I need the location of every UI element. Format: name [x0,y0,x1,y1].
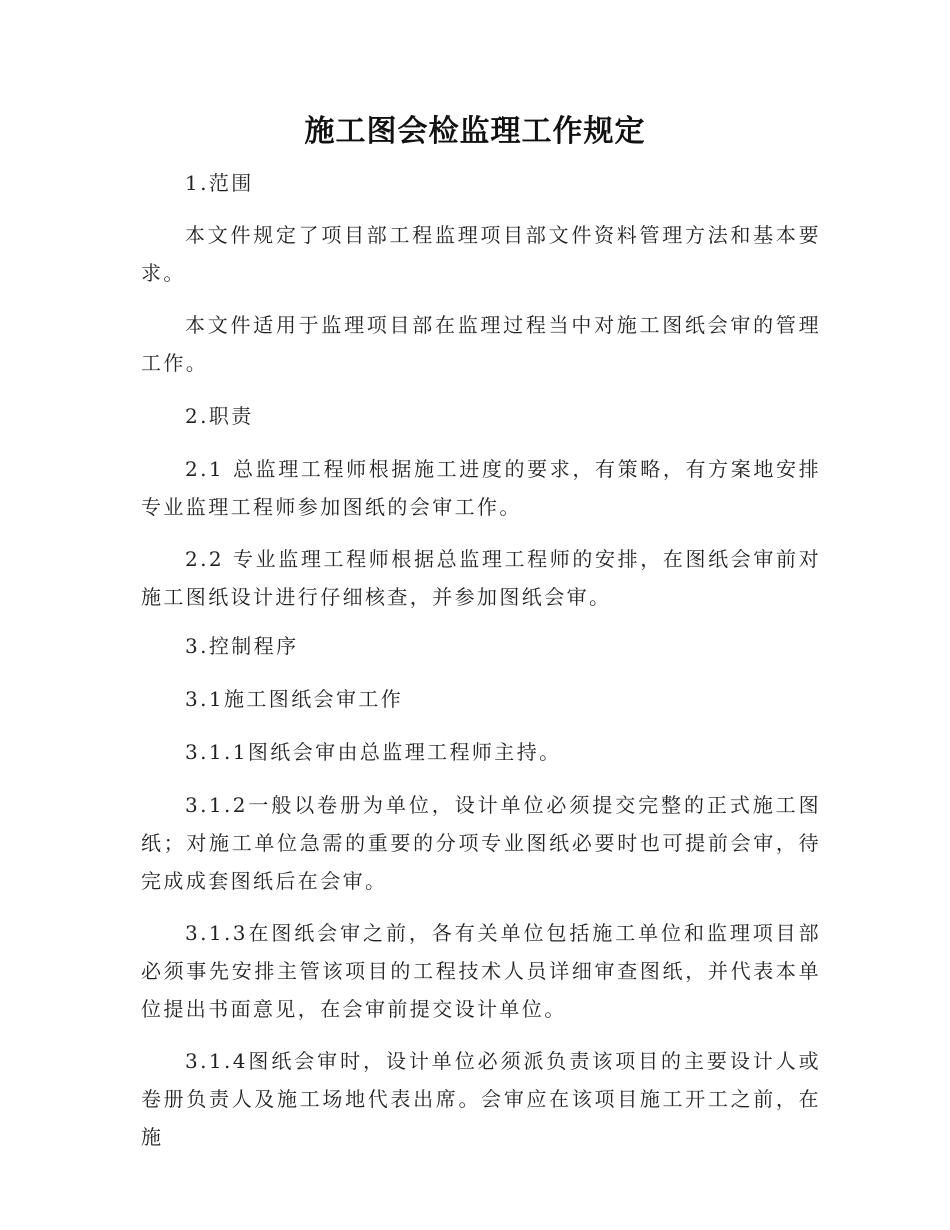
paragraph-scope-1: 本文件规定了项目部工程监理项目部文件资料管理方法和基本要求。 [141,223,821,285]
section-heading-scope: 1.范围 [185,171,254,195]
document-title: 施工图会检监理工作规定 [304,114,646,149]
section-heading-duties: 2.职责 [185,404,254,428]
paragraph-duty-2-1: 2.1 总监理工程师根据施工进度的要求，有策略，有方案地安排专业监理工程师参加图纸的会审工作。 [141,457,821,519]
clause-3-1-2: 3.1.2一般以卷册为单位，设计单位必须提交完整的正式施工图纸；对施工单位急需的重要的分项专业图纸必要时也可提前会审，待完成成套图纸后在会审。 [141,793,821,893]
clause-3-1-3: 3.1.3在图纸会审之前，各有关单位包括施工单位和监理项目部必须事先安排主管该项目的工程技术人员详细审查图纸，并代表本单位提出书面意见，在会审前提交设计单位。 [141,921,821,1021]
clause-3-1-1: 3.1.1图纸会审由总监理工程师主持。 [185,740,562,764]
paragraph-scope-2: 本文件适用于监理项目部在监理过程当中对施工图纸会审的管理工作。 [141,313,821,375]
subsection-heading-3-1: 3.1施工图纸会审工作 [185,687,404,711]
clause-3-1-4: 3.1.4图纸会审时，设计单位必须派负责该项目的主要设计人或卷册负责人及施工场地代表出席。会审应在该项目施工开工之前，在施 [141,1049,821,1149]
paragraph-duty-2-2: 2.2 专业监理工程师根据总监理工程师的安排，在图纸会审前对施工图纸设计进行仔细核查，并参加图纸会审。 [141,547,821,609]
section-heading-procedure: 3.控制程序 [185,634,299,658]
